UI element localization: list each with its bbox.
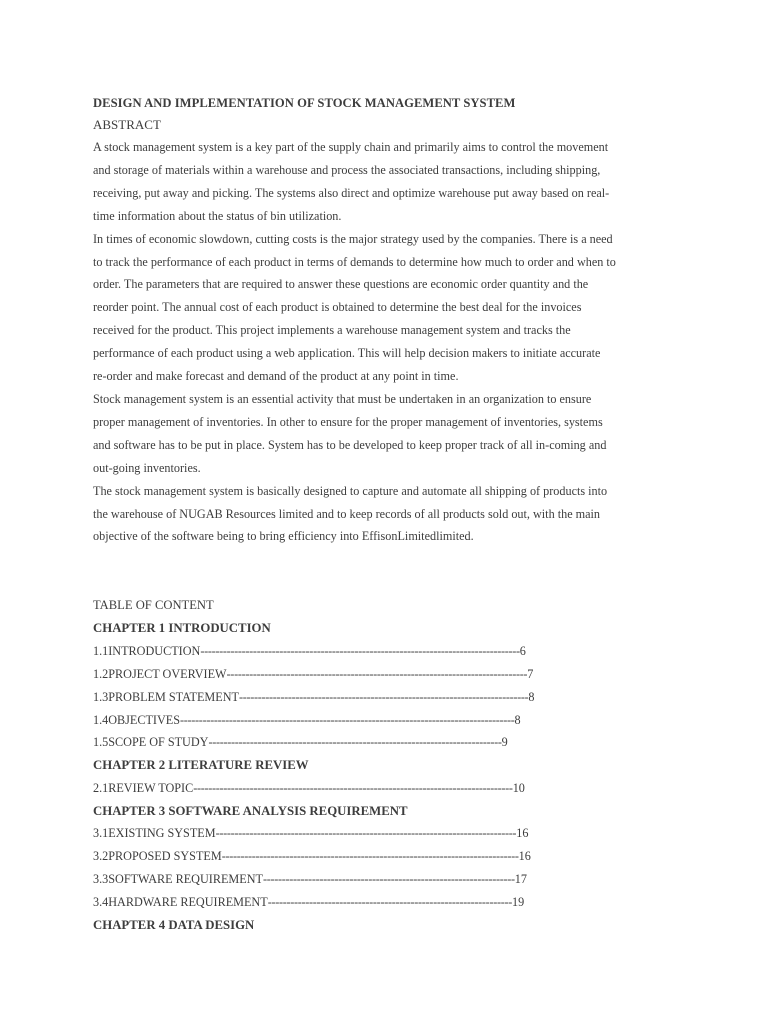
paragraph-line: objective of the software being to bring efficiency into EffisonLimitedlimited.: [93, 529, 474, 544]
toc-entry: [93, 891, 683, 914]
paragraph-line: In times of economic slowdown, cutting costs is the major strategy used by the companies. There is a need: [93, 231, 613, 246]
toc-entry-leader: -------------------------------------------------------------------------------------: [200, 644, 520, 659]
toc-entry-leader: ------------------------------------------------------------------------------: [208, 735, 502, 750]
toc-entry-page: 6: [519, 644, 526, 659]
toc-entry-page: 16: [516, 826, 529, 841]
document-page: [93, 93, 683, 936]
toc-entry-label: PROPOSED SYSTEM: [108, 849, 222, 864]
toc-entry-number: 1.2: [93, 666, 109, 681]
paragraph-line: A stock management system is a key part of the supply chain and primarily aims to control the movement: [93, 140, 609, 154]
toc-entry-number: 1.5: [93, 735, 109, 750]
toc-entry-number: 1.3: [93, 689, 109, 704]
toc-entry-number: 3.4: [93, 894, 109, 909]
toc-entry-number: 2.1: [93, 780, 109, 795]
paragraph-line: proper management of inventories. In other to ensure for the proper management of inventories, systems: [93, 414, 603, 429]
toc-entry-label: REVIEW TOPIC: [108, 780, 194, 795]
toc-entry-leader: --------------------------------------------------------------------------------: [215, 826, 517, 841]
toc-entry: [93, 845, 683, 868]
document-title: DESIGN AND IMPLEMENTATION OF STOCK MANAGEMENT SYSTEM: [93, 96, 516, 110]
paragraph-line: received for the product. This project implements a warehouse management system and tracks the: [93, 323, 571, 338]
toc-entry-label: HARDWARE REQUIREMENT: [108, 894, 268, 909]
toc-entry-leader: -----------------------------------------------------------------: [267, 894, 512, 909]
paragraph-line: order. The parameters that are required to answer these questions are economic order quantity and the: [93, 277, 589, 292]
toc-entry-page: 9: [501, 735, 508, 750]
toc-entry: [93, 686, 683, 709]
toc-entry-leader: -------------------------------------------------------------------------------: [221, 849, 519, 864]
toc-entry-page: 16: [518, 849, 531, 864]
table-of-contents: [93, 594, 683, 936]
toc-entry: [93, 822, 683, 845]
toc-entry: [93, 777, 683, 800]
abstract-paragraph: [93, 136, 683, 228]
toc-entry-number: 3.3: [93, 872, 109, 887]
toc-entry-leader: -----------------------------------------------------------------------------------------: [180, 712, 515, 727]
paragraph-line: reorder point. The annual cost of each product is obtained to determine the best deal for the invoices: [93, 300, 582, 315]
paragraph-line: and storage of materials within a warehouse and process the associated transactions, including shipping,: [93, 162, 601, 177]
toc-entry-number: 3.1: [93, 826, 109, 841]
toc-chapter-heading: CHAPTER 1 INTRODUCTION: [93, 621, 271, 636]
toc-entry: [93, 640, 683, 663]
paragraph-line: out-going inventories.: [93, 460, 201, 475]
toc-entry-label: INTRODUCTION: [108, 644, 201, 659]
abstract-body: [93, 136, 683, 548]
abstract-paragraph: [93, 228, 683, 388]
toc-entry-label: SCOPE OF STUDY: [108, 735, 209, 750]
toc-entry-leader: -----------------------------------------------------------------------------: [238, 689, 529, 704]
toc-entry: [93, 709, 683, 732]
toc-chapter-heading: CHAPTER 3 SOFTWARE ANALYSIS REQUIREMENT: [93, 803, 408, 818]
paragraph-line: to track the performance of each product in terms of demands to determine how much to order and when to: [93, 254, 616, 269]
toc-entry-label: SOFTWARE REQUIREMENT: [108, 872, 263, 887]
toc-chapter-heading: CHAPTER 2 LITERATURE REVIEW: [93, 758, 309, 773]
toc-chapter-heading: CHAPTER 4 DATA DESIGN: [93, 917, 255, 932]
abstract-paragraph: [93, 480, 683, 549]
toc-entry-label: EXISTING SYSTEM: [108, 826, 216, 841]
toc-entry-page: 17: [514, 872, 527, 887]
abstract-paragraph: [93, 388, 683, 480]
toc-entry: [93, 868, 683, 891]
toc-entry-leader: --------------------------------------------------------------------------------: [226, 666, 528, 681]
paragraph-line: the warehouse of NUGAB Resources limited and to keep records of all products sold out, with the main: [93, 506, 601, 521]
paragraph-line: and software has to be put in place. System has to be developed to keep proper track of all in-coming and: [93, 437, 607, 452]
toc-entry-number: 1.1: [93, 644, 109, 659]
toc-entry-page: 10: [512, 780, 525, 795]
toc-entry-number: 1.4: [93, 712, 109, 727]
toc-entry-leader: -------------------------------------------------------------------------------------: [193, 780, 513, 795]
toc-entry-label: PROBLEM STATEMENT: [108, 689, 239, 704]
paragraph-line: performance of each product using a web application. This will help decision makers to initiate accurate: [93, 346, 601, 361]
paragraph-line: receiving, put away and picking. The systems also direct and optimize warehouse put away based on real-: [93, 185, 610, 200]
toc-title: TABLE OF CONTENT: [93, 598, 214, 613]
paragraph-line: Stock management system is an essential activity that must be undertaken in an organization to ensure: [93, 391, 592, 406]
abstract-heading: ABSTRACT: [93, 117, 161, 132]
toc-entry-number: 3.2: [93, 849, 109, 864]
toc-entry: [93, 663, 683, 686]
toc-entry-page: 8: [514, 712, 521, 727]
toc-entry: [93, 731, 683, 754]
toc-entry-leader: -------------------------------------------------------------------: [262, 872, 515, 887]
paragraph-line: time information about the status of bin utilization.: [93, 208, 342, 223]
toc-entry-page: 19: [512, 894, 525, 909]
toc-entry-page: 7: [527, 666, 534, 681]
paragraph-line: The stock management system is basically designed to capture and automate all shipping of products into: [93, 483, 608, 498]
toc-entry-label: PROJECT OVERVIEW: [108, 666, 227, 681]
toc-entry-label: OBJECTIVES: [108, 712, 181, 727]
toc-entry-page: 8: [528, 689, 535, 704]
paragraph-line: re-order and make forecast and demand of the product at any point in time.: [93, 369, 459, 384]
